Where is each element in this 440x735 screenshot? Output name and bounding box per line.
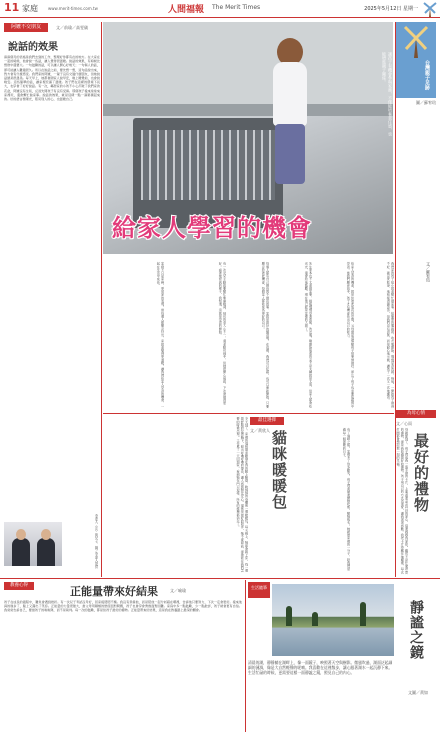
feature-column: 家務不只是家務，更是愛的表現。當每個人都願意付出，家就會變得更溫暖。讓我們給家人學習的機會，一起在生活中成長。 [155, 262, 164, 408]
right-article-tag: 為母心情 [396, 410, 436, 418]
kitchen-counter [103, 104, 393, 116]
issue-date: 2025年5月12日 星期一 [364, 6, 418, 12]
feature-column: 每個人都有自己擅長與不擅長的事，家就是最好的練習場。在這裡，我們可以犯錯，也可以重新開始。只要願意給彼此機會，每個家人都能成為更好的自己。 [260, 262, 269, 408]
tree [312, 612, 318, 626]
section-divider [0, 578, 440, 579]
windmill-icon [422, 1, 438, 17]
feature-title: 給家人學習的機會 [112, 214, 312, 242]
tree [286, 606, 292, 626]
feature-column: 有一次女兒主動說要幫忙準備晚餐，她切的菜大小不一，還差點切到手，但她很開心地說，下次會做得更好。看著她認真的樣子，我知道，這就是學習的開始。 [217, 262, 226, 405]
bottom-right-body: 清晨的湖，靜靜躺在湖畔上，像一面鏡子，映照著天空與樹影。微風吹過，湖面泛起細細的漣漪，像是大自然輕聲的呢喃。我喜歡在這裡散步，讓心跟著湖水一起沉靜下來。生活忙碌的時候，更需要這樣一面靜謐之鏡，照見自己的內心。 [248, 660, 393, 676]
section-divider [103, 413, 394, 414]
author-photo-caption: 李達人（左）與兒子。圖／李達人提供 [94, 514, 98, 569]
feature-column: 先生原本也不太會做家事，婚後慢慢學著煮飯、洗衣服。剛開始他煮的菜不是太鹹就是太淡，但家人都會吃光光，還會給他鼓勵。現在他已經是家裡的大廚了。 [303, 262, 312, 408]
tree [360, 602, 366, 626]
left-article-body: 兩兩個月的表格是我們去到的工作，整理好你都有在的地方。在大家在一起的時候，他會說一些話，讓人覺得很溫暖。說話的效果，有時候比想像中還要大。一句鼓勵的話，可以讓人開心好幾天；一句傷人的話，卻可能讓人難過很久。所以在說話之前，要先想一想，這句話說出來，對方會有什麼感受。我們家的阿嬤，一輩子沒有交過什麼朋友，但她說話總是很溫柔。每天早上，她都會跟家人說早安，晚上睡覺前，也會說晚安。這些簡單的話，讓家裡充滿了溫暖。孩子們在這樣的環境下長大，也學會了好好說話。有一次，鄰居家的小孩不小心打破了我們家的花盆，阿嬤沒有生氣，反而先問孩子有沒有受傷。那個孩子後來常常來家裡玩，還會幫忙做家事。說話的效果，就是這樣一點一滴累積起來的。好的語言像陽光，照亮別人的心，也溫暖自己。 [4, 55, 100, 102]
person-left [12, 538, 30, 566]
person-right-head [41, 529, 51, 540]
feature-column: 給家人學習的機會，就是給彼此成長的空間。父母總是習慣幫孩子把事情做好，卻忘了孩子也需要從錯誤中學習。當我們願意放手，孩子才有機會長出自己的能力。 [345, 262, 354, 408]
right-article-column: 母親節到了，孩子們送我一張手做的卡片，上面畫著歪歪斜斜的愛心，寫著媽媽我愛你。雖然不是什麼昂貴的禮物，卻是我收過最好的禮物。孩子用自己的方式表達愛，讓我深深感動。我把卡片珍藏在抽屜裡，每次打開都會想起那一刻的幸福。 [395, 428, 408, 574]
column-divider [245, 580, 246, 732]
feature-photo-caption: 讓孩子有機會參與家務，不僅能培養責任感，也能增進親子關係。 [382, 52, 393, 136]
author-photo [4, 522, 62, 566]
feature-author: 文／蘇宥瑄 [426, 262, 431, 282]
kitchen-wall [103, 22, 393, 112]
child-legs [275, 124, 305, 184]
newspaper-english-name: The Merit Times [212, 4, 261, 11]
bottom-right-title: 靜謐之鏡 [408, 600, 424, 660]
right-article-author: 文／心雨 [396, 421, 412, 426]
series-tag-label: 台灣親子足跡 [424, 60, 430, 90]
left-article-tag: 阿嬤不交朋友 [4, 23, 48, 32]
bottom-article-author: 文／喻瑜 [170, 588, 186, 593]
section-name: 家庭 [22, 4, 38, 13]
bottom-article-body: 孩子在成長的過程中，難免會遇到挫折。有一次兒子考試沒考好，回家後悶悶不樂。我沒有責備他，而是陪他一起分析錯在哪裡，告訴他只要努力，下次一定會更好。後來他真的進步了，臉上又露出了笑容。正能量的力量很強大，當父母用積極的態度面對問題，孩子也會學會勇敢面對困難。家庭中多一點鼓勵，少一點批評，孩子就會更有自信。我常常告訴自己，要當孩子的啦啦隊，而不是裁判。每一次的鼓勵，都是給孩子最好的禮物。正能量帶來好結果，這是我在教養路上最深的體會。 [4, 600, 242, 613]
bottom-right-author: 文圖／黃如 [408, 690, 428, 695]
middle-article-column: 有了貓咪之後，家裡多了許多歡笑。孩子們會搶著餵牠吃飯，幫牠梳毛。牠就像家裡的一分子，陪我們度過每一個溫暖的日子。 [341, 428, 350, 571]
photo-credit: 圖／蘇宥瑄 [416, 100, 436, 105]
page-header [0, 0, 440, 18]
site-url[interactable]: www.merit-times.com.tw [48, 6, 98, 11]
windmill-icon [401, 24, 431, 58]
bottom-article-title: 正能量帶來好結果 [70, 585, 158, 598]
middle-article-author: 文／黃欣人 [250, 428, 270, 433]
bottom-right-tag: 生活隨筆 [248, 582, 270, 598]
page-number: 11 [4, 1, 20, 14]
lake-photo [272, 584, 394, 656]
right-article-title: 最好的禮物 [412, 433, 430, 513]
middle-article-tag: 最佳選擇 [250, 417, 284, 425]
person-right [37, 538, 55, 566]
child-body [273, 62, 307, 126]
left-article-title: 說話的效果 [8, 42, 58, 53]
left-article-author: 文／前瑜／高雯儀 [56, 25, 88, 30]
dish-rack [141, 130, 275, 200]
person-left-head [16, 529, 26, 540]
middle-article-title: 貓咪暖暖包 [270, 430, 288, 510]
newspaper-logo: 人間福報 [168, 5, 205, 15]
column-divider [101, 22, 102, 577]
middle-article-column: 冬天到了，家裡的貓咪總喜歡窩在我的腿上睡覺，軟綿綿的身體像一個暖暖包。每天晚上，牠都會跳上床，找一個最舒服的位置躺下，發出呼嚕呼嚕的聲音，讓人感到無比安心。貓咪是最好的陪伴，牠不會說話，卻總能在我們需要的時候出現。工作累了一天回到家，看到牠在門口迎接，所有的疲憊都消失了。 [235, 417, 248, 572]
feature-column: 我們家的孩子從小就會幫忙做家事，從簡單的擺碗筷、收衣服開始，慢慢學習洗碗、拖地。一開始孩子做得不好，碗沒洗乾淨、地板拖得濕答答，但我們沒有責罵，而是耐心地示範，讓孩子一次又一次地練習。 [385, 262, 394, 408]
bottom-article-tag: 教養心得 [4, 582, 34, 590]
